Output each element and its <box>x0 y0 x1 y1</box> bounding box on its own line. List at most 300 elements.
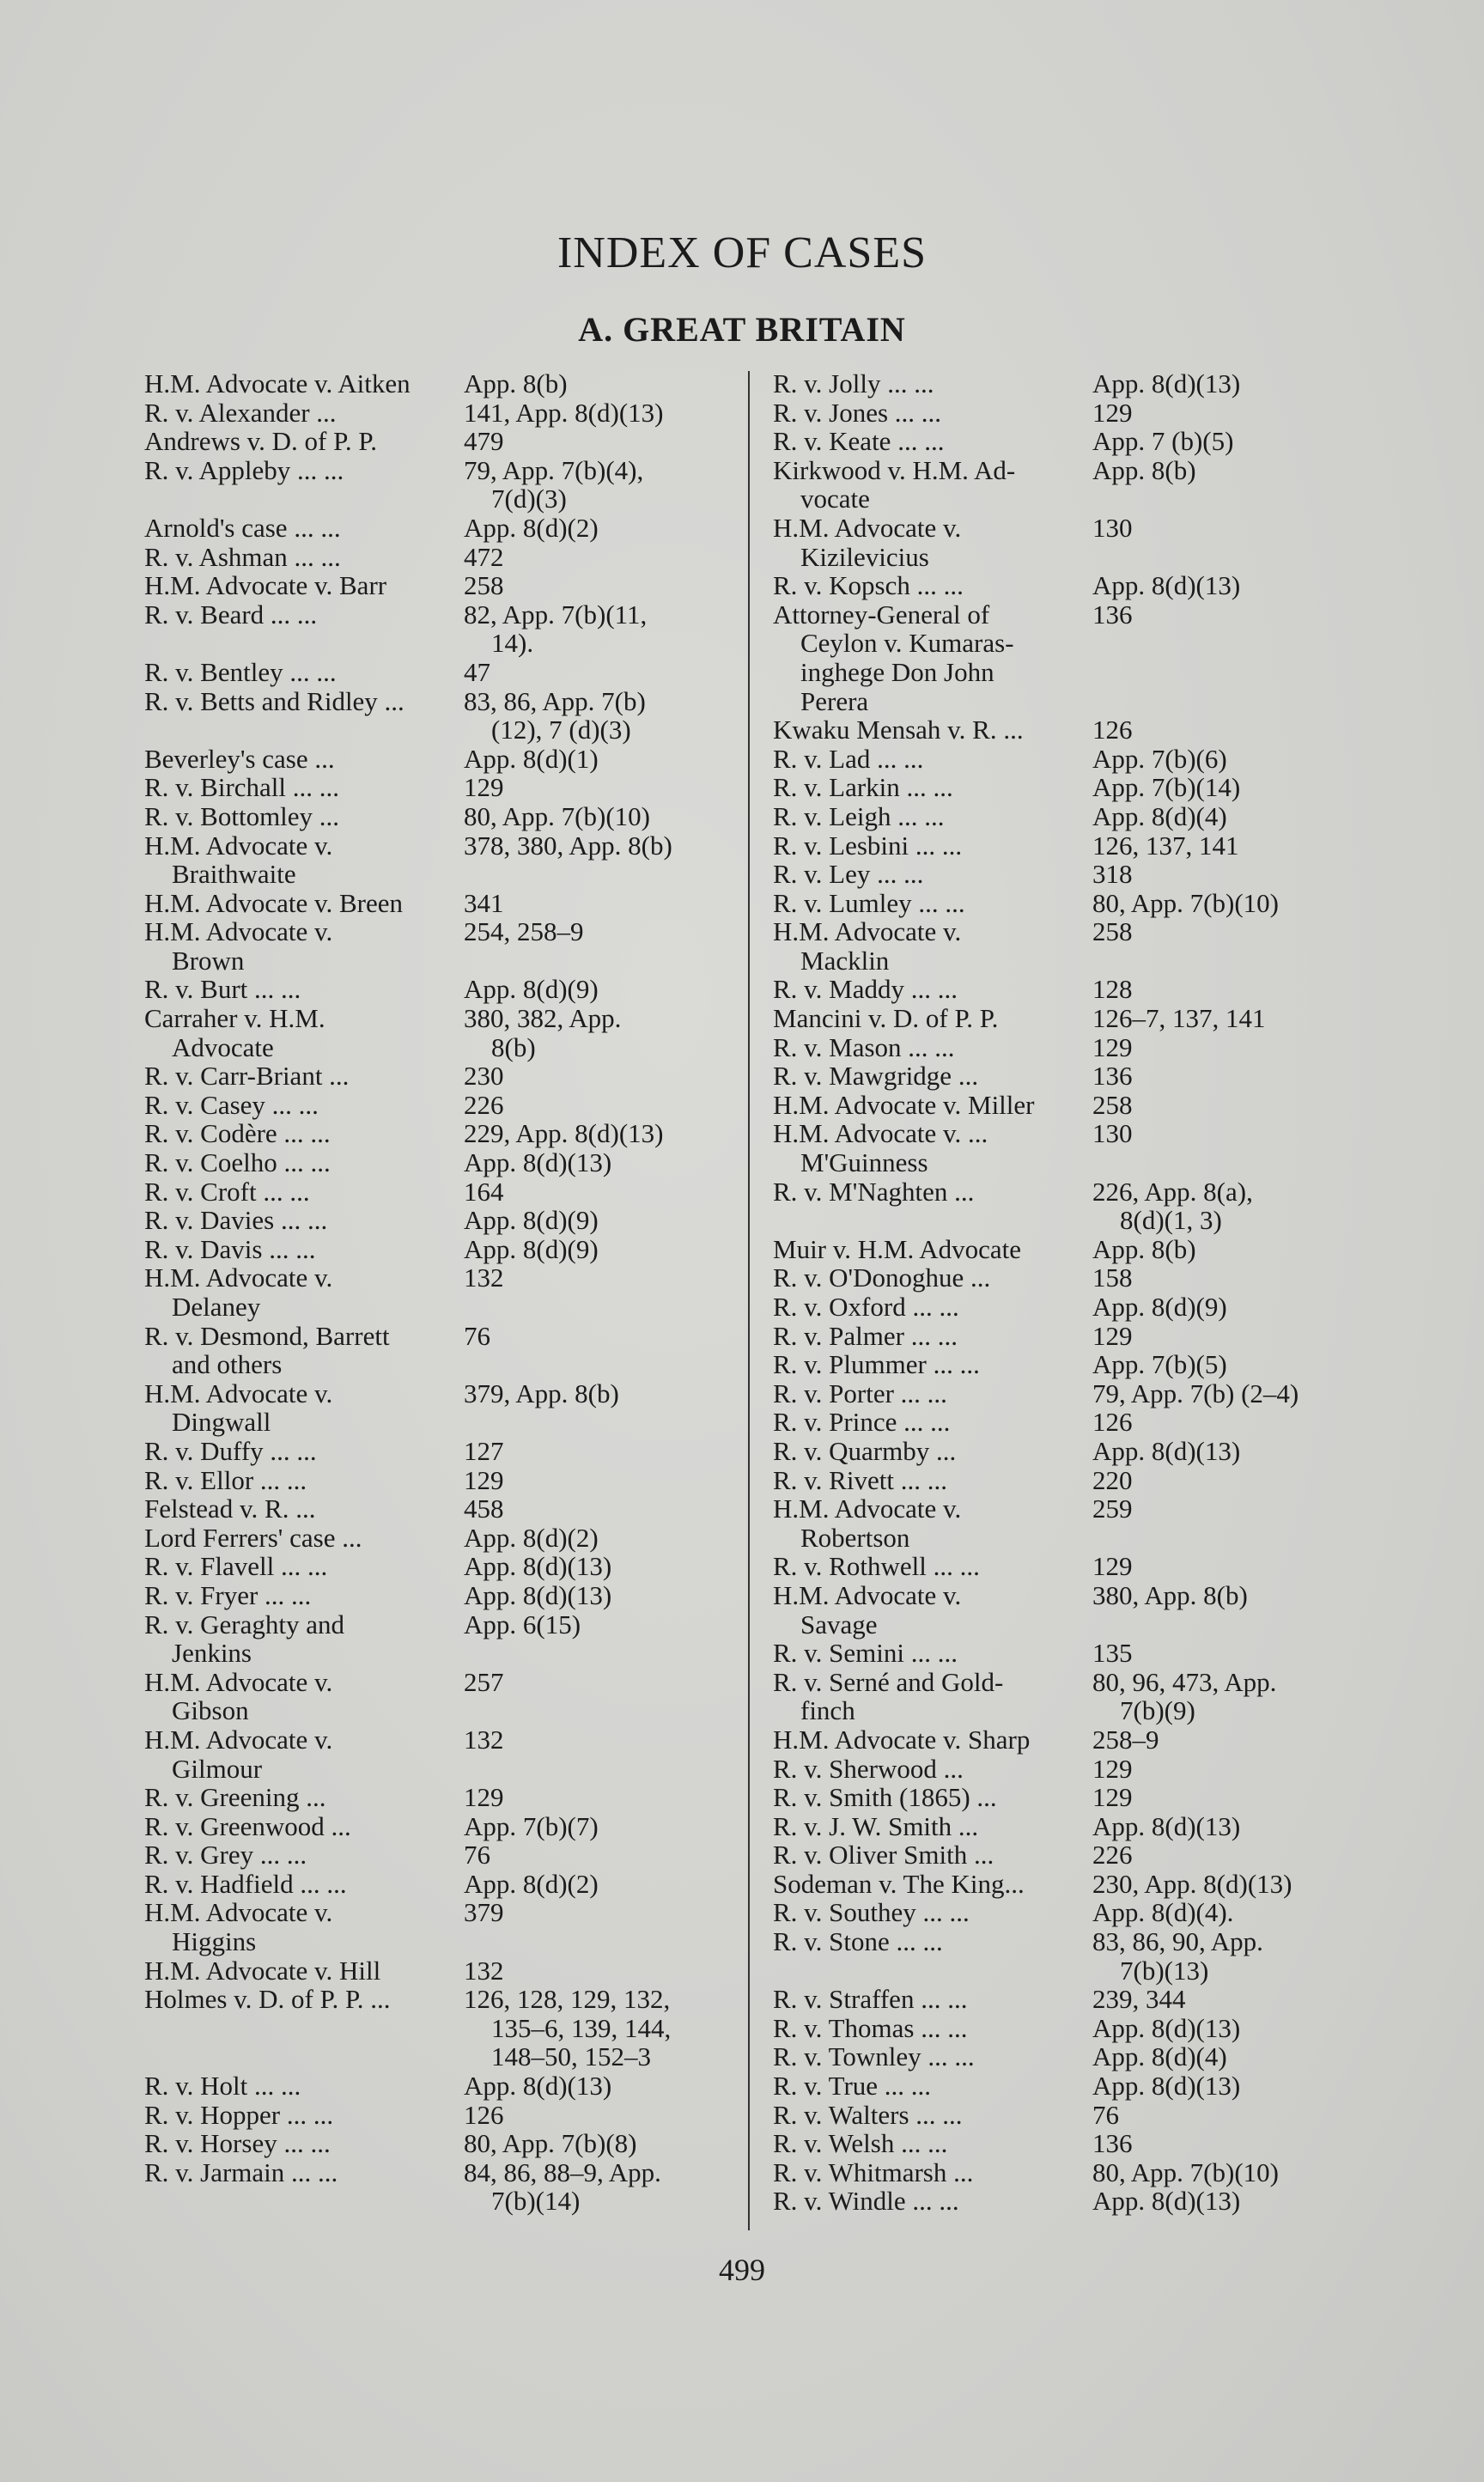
case-name <box>773 715 1092 745</box>
case-name <box>773 1755 1092 1784</box>
case-name-line: H.M. Advocate v. <box>144 1262 333 1293</box>
page-references <box>1092 456 1391 514</box>
index-entry <box>773 1898 1391 1927</box>
index-entry <box>144 1148 763 1177</box>
index-entry <box>144 1581 763 1610</box>
page-references <box>464 1725 763 1783</box>
case-name-line: Holmes v. D. of P. P. ... <box>144 1984 391 2015</box>
case-name <box>144 1091 464 1120</box>
page-reference-line: 83, 86, 90, App. <box>1092 1926 1263 1957</box>
page-reference-line: 230 <box>464 1061 504 1092</box>
page-reference-line: 226 <box>464 1089 504 1120</box>
index-entry <box>773 369 1391 398</box>
case-name-line: R. v. Whitmarsh ... <box>773 2157 974 2187</box>
case-name <box>144 1985 464 2071</box>
index-entry <box>144 2158 763 2216</box>
page-references <box>1092 1898 1391 1927</box>
index-entry <box>773 600 1391 715</box>
page-reference-line: 84, 86, 88–9, App. <box>464 2157 661 2187</box>
index-entry <box>144 917 763 975</box>
case-name <box>773 2129 1092 2158</box>
page-references <box>1092 1091 1391 1120</box>
section-title: A. GREAT BRITAIN <box>578 310 906 349</box>
case-name <box>144 745 464 774</box>
page-reference-line: 7(b)(9) <box>1120 1695 1195 1726</box>
case-name-line: Carraher v. H.M. <box>144 1003 325 1034</box>
page-references <box>464 889 763 918</box>
case-name <box>773 1898 1092 1927</box>
page-reference-line: 126 <box>1092 715 1133 745</box>
case-name <box>773 369 1092 398</box>
page-reference-line: App. 7(b)(6) <box>1092 743 1227 774</box>
page-reference-line: 14). <box>491 628 534 659</box>
case-name-line: H.M. Advocate v. Miller <box>773 1089 1035 1120</box>
case-name <box>144 1725 464 1783</box>
case-name-line: Gilmour <box>172 1753 263 1784</box>
page-reference-line: 7(d)(3) <box>491 484 567 514</box>
page-reference-line: App. 8(d)(13) <box>1092 1810 1241 1841</box>
case-name-line: R. v. Flavell ... ... <box>144 1551 328 1582</box>
case-name <box>773 2042 1092 2071</box>
index-entry <box>773 860 1391 889</box>
case-name <box>773 1494 1092 1552</box>
case-name-line: Dingwall <box>172 1407 271 1438</box>
page-reference-line: 158 <box>1092 1262 1133 1293</box>
case-name-line: R. v. Plummer ... ... <box>773 1349 980 1380</box>
case-name <box>144 1840 464 1870</box>
case-name <box>144 1783 464 1812</box>
page-reference-line: App. 8(d)(4) <box>1092 800 1227 831</box>
case-name <box>144 398 464 428</box>
case-name-line: finch <box>800 1695 855 1726</box>
page-reference-line: 8(b) <box>491 1031 536 1062</box>
case-name <box>144 2101 464 2130</box>
page-title: INDEX OF CASES <box>556 228 928 277</box>
case-name-line: R. v. Lesbini ... ... <box>773 830 963 861</box>
index-entry <box>144 1610 763 1668</box>
index-entry <box>773 1870 1391 1899</box>
page-references <box>464 571 763 600</box>
case-name-line: R. v. Greening ... <box>144 1782 326 1813</box>
page-reference-line: 76 <box>464 1320 490 1351</box>
case-name <box>144 975 464 1004</box>
page-references <box>464 1668 763 1725</box>
page-reference-line: 129 <box>464 1782 504 1813</box>
page-reference-line: App. 8(d)(4). <box>1092 1897 1234 1928</box>
index-entry <box>773 1235 1391 1264</box>
page-reference-line: 136 <box>1092 2128 1133 2159</box>
page-references <box>464 1956 763 1986</box>
case-name-line: R. v. Leigh ... ... <box>773 800 945 831</box>
case-name-line: R. v. Straffen ... ... <box>773 1984 968 2015</box>
case-name <box>144 1148 464 1177</box>
case-name-line: R. v. Oxford ... ... <box>773 1292 959 1322</box>
page-reference-line: 129 <box>1092 1551 1133 1582</box>
page-reference-line: 129 <box>464 772 504 803</box>
index-entry <box>773 715 1391 745</box>
page-reference-line: 129 <box>1092 1320 1133 1351</box>
page-references <box>1092 1379 1391 1408</box>
case-name-line: H.M. Advocate v. Barr <box>144 570 387 601</box>
case-name-line: R. v. Oliver Smith ... <box>773 1840 994 1871</box>
case-name <box>144 773 464 802</box>
case-name-line: Perera <box>800 685 869 716</box>
page-number: 499 <box>719 2253 765 2287</box>
case-name <box>773 2101 1092 2130</box>
page-reference-line: (12), 7 (d)(3) <box>491 715 631 745</box>
index-entry <box>144 1119 763 1148</box>
page-reference-line: App. 8(d)(13) <box>464 1147 612 1178</box>
index-entry <box>773 1812 1391 1841</box>
index-entry <box>773 1494 1391 1552</box>
page-reference-line: 259 <box>1092 1493 1133 1524</box>
case-name <box>144 658 464 687</box>
case-name-line: R. v. Bentley ... ... <box>144 656 337 687</box>
index-entry <box>144 1985 763 2071</box>
case-name-line: Robertson <box>800 1522 910 1553</box>
page-references <box>464 1581 763 1610</box>
case-name <box>773 1466 1092 1495</box>
page-references <box>464 1235 763 1264</box>
case-name-line: R. v. Serné and Gold- <box>773 1666 1004 1697</box>
page-references <box>464 1379 763 1437</box>
page-references <box>1092 1552 1391 1581</box>
case-name <box>773 1379 1092 1408</box>
case-name <box>773 398 1092 428</box>
case-name-line: R. v. Mason ... ... <box>773 1031 955 1062</box>
index-entry <box>773 514 1391 571</box>
case-name-line: R. v. Palmer ... ... <box>773 1320 958 1351</box>
page-reference-line: App. 8(d)(2) <box>464 1522 599 1553</box>
page-references <box>464 1610 763 1668</box>
index-entry <box>773 1668 1391 1725</box>
page-references <box>464 1840 763 1870</box>
index-entry <box>773 802 1391 831</box>
index-entry <box>773 975 1391 1004</box>
page-references <box>1092 1437 1391 1466</box>
case-name-line: and others <box>172 1349 283 1380</box>
case-name-line: R. v. Thomas ... ... <box>773 2012 968 2043</box>
page-references <box>1092 1033 1391 1062</box>
case-name-line: Braithwaite <box>172 859 296 890</box>
page-references <box>1092 1466 1391 1495</box>
case-name-line: Kirkwood v. H.M. Ad- <box>773 454 1016 485</box>
case-name <box>144 1379 464 1437</box>
index-entry <box>773 1581 1391 1639</box>
case-name-line: R. v. Windle ... ... <box>773 2186 959 2217</box>
index-entry <box>144 1062 763 1091</box>
case-name <box>773 1985 1092 2014</box>
case-name-line: H.M. Advocate v. Aitken <box>144 368 411 398</box>
index-entry <box>144 1725 763 1783</box>
page-reference-line: 230, App. 8(d)(13) <box>1092 1868 1292 1899</box>
index-entry <box>773 2014 1391 2043</box>
page-references <box>464 1119 763 1148</box>
case-name-line: R. v. Davies ... ... <box>144 1205 328 1236</box>
case-name <box>144 1668 464 1725</box>
page-reference-line: 80, App. 7(b)(10) <box>1092 887 1279 918</box>
page-references <box>464 1062 763 1091</box>
page-references <box>1092 1581 1391 1639</box>
page-references <box>1092 2014 1391 2043</box>
page-references <box>1092 2187 1391 2216</box>
case-name <box>773 860 1092 889</box>
case-name-line: Arnold's case ... ... <box>144 512 341 543</box>
page-reference-line: 239, 344 <box>1092 1984 1186 2015</box>
page-reference-line: 128 <box>1092 974 1133 1005</box>
index-entry <box>773 1437 1391 1466</box>
page-references <box>1092 1119 1391 1177</box>
page-reference-line: App. 7(b)(5) <box>1092 1349 1227 1380</box>
page-reference-line: 130 <box>1092 1118 1133 1149</box>
case-name <box>144 1119 464 1148</box>
page-reference-line: App. 8(d)(13) <box>1092 2012 1241 2043</box>
case-name-line: R. v. Horsey ... ... <box>144 2128 331 2159</box>
case-name-line: Brown <box>172 945 245 976</box>
index-entry <box>773 1466 1391 1495</box>
page-reference-line: 129 <box>1092 397 1133 428</box>
page-references <box>1092 917 1391 975</box>
index-entry <box>144 1235 763 1264</box>
index-entry <box>144 1956 763 1986</box>
page-references <box>464 398 763 428</box>
page-reference-line: 82, App. 7(b)(11, <box>464 599 648 630</box>
page-reference-line: 148–50, 152–3 <box>491 2041 651 2072</box>
case-name <box>773 1581 1092 1639</box>
index-entry <box>144 1091 763 1120</box>
case-name-line: Beverley's case ... <box>144 743 335 774</box>
page-reference-line: 229, App. 8(d)(13) <box>464 1118 664 1149</box>
index-entry <box>773 2101 1391 2130</box>
page-reference-line: App. 8(b) <box>464 368 568 398</box>
page-references <box>464 975 763 1004</box>
index-entry <box>773 1725 1391 1755</box>
case-name-line: R. v. Jarmain ... ... <box>144 2157 338 2187</box>
case-name-line: Mancini v. D. of P. P. <box>773 1003 999 1034</box>
index-entry <box>773 1091 1391 1120</box>
case-name-line: Kwaku Mensah v. R. ... <box>773 715 1024 745</box>
page-reference-line: App. 6(15) <box>464 1609 581 1639</box>
case-name-line: R. v. Carr-Briant ... <box>144 1061 350 1092</box>
index-entry <box>144 1524 763 1553</box>
case-name <box>773 1840 1092 1870</box>
case-name <box>144 2071 464 2101</box>
index-entry <box>773 2187 1391 2216</box>
case-name-line: H.M. Advocate v. <box>144 1378 333 1408</box>
page-reference-line: 254, 258–9 <box>464 916 584 947</box>
page-reference-line: 79, App. 7(b)(4), <box>464 454 644 485</box>
case-name <box>144 1004 464 1062</box>
case-name-line: R. v. Greenwood ... <box>144 1810 351 1841</box>
page-reference-line: App. 8(d)(13) <box>1092 2071 1241 2102</box>
page-reference-line: 164 <box>464 1176 504 1207</box>
case-name-line: R. v. Jones ... ... <box>773 397 942 428</box>
page-reference-line: 126, 128, 129, 132, <box>464 1984 671 2015</box>
case-name-line: Delaney <box>172 1292 261 1322</box>
index-entry <box>144 1322 763 1379</box>
index-entry <box>144 571 763 600</box>
page-reference-line: 458 <box>464 1493 504 1524</box>
page-reference-line: App. 8(d)(9) <box>464 974 599 1005</box>
case-name-line: R. v. Smith (1865) ... <box>773 1782 997 1813</box>
index-entry <box>773 571 1391 600</box>
page-references <box>1092 600 1391 715</box>
case-name-line: R. v. O'Donoghue ... <box>773 1262 991 1293</box>
case-name-line: R. v. Welsh ... ... <box>773 2128 948 2159</box>
page-references <box>464 658 763 687</box>
case-name <box>773 1927 1092 1985</box>
page-reference-line: 258 <box>1092 1089 1133 1120</box>
index-entry <box>144 456 763 514</box>
page-reference-line: 127 <box>464 1435 504 1466</box>
page-reference-line: App. 8(d)(2) <box>464 1868 599 1899</box>
case-name-line: Kizilevicius <box>800 541 929 572</box>
case-name-line: R. v. Croft ... ... <box>144 1176 310 1207</box>
page-references <box>464 1322 763 1379</box>
case-name-line: R. v. Geraghty and <box>144 1609 345 1639</box>
case-name <box>144 1552 464 1581</box>
page-reference-line: 129 <box>464 1464 504 1495</box>
page-reference-line: 80, 96, 473, App. <box>1092 1666 1277 1697</box>
page-reference-line: 472 <box>464 541 504 572</box>
page-references <box>1092 1725 1391 1755</box>
page-reference-line: App. 8(d)(9) <box>464 1233 599 1264</box>
page-references <box>1092 2158 1391 2187</box>
case-name <box>144 1437 464 1466</box>
index-entry <box>144 427 763 456</box>
page-references <box>1092 571 1391 600</box>
case-name-line: H.M. Advocate v. <box>144 1724 333 1755</box>
index-entry <box>144 773 763 802</box>
case-name-line: R. v. Desmond, Barrett <box>144 1320 390 1351</box>
case-name-line: H.M. Advocate v. <box>144 916 333 947</box>
case-name-line: H.M. Advocate v. <box>144 1897 333 1928</box>
case-name-line: Higgins <box>172 1926 257 1957</box>
case-name-line: R. v. Casey ... ... <box>144 1089 319 1120</box>
index-entry <box>773 2042 1391 2071</box>
page-reference-line: 135 <box>1092 1638 1133 1669</box>
index-entry <box>144 1812 763 1841</box>
page-references <box>464 1870 763 1899</box>
index-entry <box>144 658 763 687</box>
case-name-line: R. v. Jolly ... ... <box>773 368 934 398</box>
page-references <box>1092 1408 1391 1437</box>
case-name-line: H.M. Advocate v. ... <box>773 1118 988 1149</box>
page-references <box>464 514 763 543</box>
page-references <box>1092 1494 1391 1552</box>
page-references <box>1092 2101 1391 2130</box>
page-references <box>464 2158 763 2216</box>
case-name <box>773 1725 1092 1755</box>
case-name-line: Attorney-General of <box>773 599 990 630</box>
page-reference-line: 341 <box>464 887 504 918</box>
page-references <box>1092 2071 1391 2101</box>
page-reference-line: 141, App. 8(d)(13) <box>464 397 664 428</box>
page-reference-line: 257 <box>464 1666 504 1697</box>
page-reference-line: 135–6, 139, 144, <box>491 2012 672 2043</box>
page-reference-line: 258 <box>1092 916 1133 947</box>
page-references <box>1092 1639 1391 1668</box>
case-name-line: Sodeman v. The King... <box>773 1868 1025 1899</box>
case-name-line: R. v. Ley ... ... <box>773 859 924 890</box>
case-name-line: Muir v. H.M. Advocate <box>773 1233 1022 1264</box>
index-entry <box>773 1927 1391 1985</box>
case-name-line: R. v. Walters ... ... <box>773 2099 963 2130</box>
page-reference-line: 379, App. 8(b) <box>464 1378 619 1408</box>
index-entry <box>144 975 763 1004</box>
page-references <box>464 1148 763 1177</box>
case-name <box>773 2187 1092 2216</box>
case-name-line: R. v. Prince ... ... <box>773 1407 951 1438</box>
case-name <box>144 427 464 456</box>
case-name-line: R. v. Ellor ... ... <box>144 1464 307 1495</box>
case-name <box>144 1062 464 1091</box>
page-references <box>1092 1263 1391 1293</box>
case-name-line: H.M. Advocate v. <box>773 512 962 543</box>
index-entry <box>144 1379 763 1437</box>
case-name <box>773 1552 1092 1581</box>
index-entry <box>144 1668 763 1725</box>
page-reference-line: 8(d)(1, 3) <box>1120 1205 1222 1236</box>
page-references <box>1092 1668 1391 1725</box>
index-entry <box>144 831 763 889</box>
page-reference-line: 80, App. 7(b)(10) <box>1092 2157 1279 2187</box>
page-references <box>1092 1004 1391 1033</box>
case-name-line: R. v. Hadfield ... ... <box>144 1868 347 1899</box>
page-references <box>464 687 763 745</box>
case-name-line: inghege Don John <box>800 656 994 687</box>
page-reference-line: 80, App. 7(b)(8) <box>464 2128 637 2159</box>
page-reference-line: 129 <box>1092 1031 1133 1062</box>
page-references <box>464 2071 763 2101</box>
page-reference-line: 76 <box>1092 2099 1119 2130</box>
case-name-line: Ceylon v. Kumaras- <box>800 628 1014 659</box>
page-references <box>1092 1062 1391 1091</box>
case-name-line: R. v. Fryer ... ... <box>144 1579 312 1610</box>
case-name <box>144 600 464 658</box>
index-entry <box>773 773 1391 802</box>
index-entry <box>144 1870 763 1899</box>
page-references <box>1092 1812 1391 1841</box>
index-entry <box>773 1783 1391 1812</box>
page-reference-line: 258 <box>464 570 504 601</box>
page-reference-line: App. 8(d)(13) <box>1092 368 1241 398</box>
case-name <box>773 1091 1092 1120</box>
page-reference-line: 220 <box>1092 1464 1133 1495</box>
case-name-line: H.M. Advocate v. <box>773 916 962 947</box>
page-references <box>464 1091 763 1120</box>
page-references <box>1092 514 1391 571</box>
index-entry <box>144 1466 763 1495</box>
case-name <box>144 1610 464 1668</box>
case-name <box>773 1119 1092 1177</box>
page-references <box>1092 1840 1391 1870</box>
case-name <box>773 1033 1092 1062</box>
page-reference-line: App. 8(b) <box>1092 454 1196 485</box>
case-name <box>144 1524 464 1553</box>
page-references <box>464 1177 763 1207</box>
page-reference-line: 126, 137, 141 <box>1092 830 1239 861</box>
case-name <box>773 427 1092 456</box>
page-reference-line: 380, App. 8(b) <box>1092 1579 1248 1610</box>
index-entry <box>773 889 1391 918</box>
page-reference-line: 129 <box>1092 1753 1133 1784</box>
case-name-line: R. v. Maddy ... ... <box>773 974 958 1005</box>
case-name <box>773 514 1092 571</box>
case-name <box>773 600 1092 715</box>
case-name <box>144 1898 464 1956</box>
case-name-line: R. v. Lad ... ... <box>773 743 924 774</box>
